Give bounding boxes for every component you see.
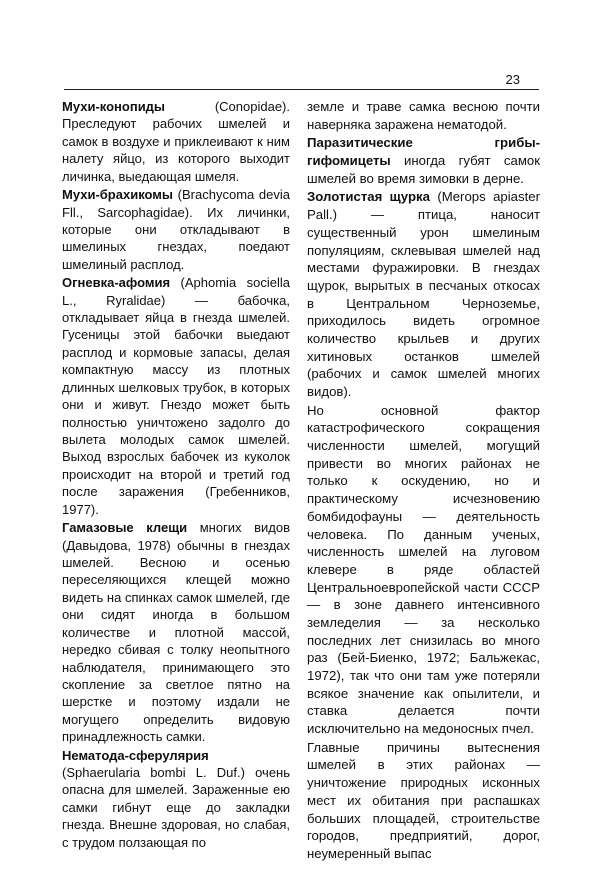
term: Нематода-сферулярия bbox=[62, 747, 209, 763]
paragraph bbox=[307, 134, 540, 187]
paragraph-body: Главные причины вытеснения шмелей в этих районах — уничтожение природных исконных мест их обитания при распашках больших площадей, строительстве городов, предприятий, дорог, неумеренный выпас bbox=[307, 739, 540, 861]
term: Паразитические грибы-гифомицеты bbox=[307, 135, 540, 169]
paragraph-body: земле и траве самка весною почти наверняка заражена нематодой. bbox=[307, 99, 540, 132]
paragraph bbox=[62, 98, 290, 185]
left-column bbox=[62, 98, 290, 852]
paragraph bbox=[307, 98, 540, 133]
paragraph-body: многих видов (Давыдова, 1978) обычны в гнездах шмелей. Весною и осенью переселяющихся клещей можно видеть на спинках самок шмелей, где они сидят иногда в большом количестве и плотной массой, нередко сбивая с толку неопытного наблюдателя, принимающего это скопление за светлое пятно на шерстке и поэтому издали не могущего определить видовую принадлежность самки. bbox=[62, 520, 290, 745]
paragraph-body: иногда губят самок шмелей во время зимовки в дерне. bbox=[307, 153, 540, 186]
term: Мухи-брахикомы bbox=[62, 187, 174, 203]
term: Золотистая щурка bbox=[307, 189, 430, 205]
right-column bbox=[307, 98, 540, 864]
term: Мухи-конопиды bbox=[62, 99, 166, 114]
paragraph-body: (Merops apiaster Pall.) — птица, наносит существенный урон шмелиным популяциям, склевывая шмелей над местами фуражировки. В гнездах щурок, вырытых в песчаных откосах в Центральном Черноземье, приходилось видеть огромное количество крыльев и других хитиновых останков шмелей (рабочих и самок шмелей многих видов). bbox=[307, 189, 541, 399]
term: Огневка-афомия bbox=[62, 275, 171, 291]
paragraph-body: Но основной фактор катастрофического сокращения численности шмелей, могущий привести во многих районах не только к оскудению, но и практическому исчезновению бомбидофауны — деятельность человека. По данным ученых, численность шмелей на луговом клевере в ряде областей Центральноевропейской части СССР — в зоне давнего интенсивного земледелия — за несколько последних лет снизилась во много раз (Бей-Биенко, 1972; Бальжекас, 1972), так что они там уже потеряли всякое значение как опылители, и ставка делается почти исключительно на медоносных пчел. bbox=[307, 402, 540, 737]
paragraph bbox=[62, 519, 290, 745]
paragraph-body: (Sphaerularia bombi L. Duf.) очень опасна для шмелей. Зараженные ею самки гибнут еще до закладки гнезда. Внешне здоровая, но слабая, с трудом ползающая по bbox=[62, 765, 290, 850]
page-number: 23 bbox=[505, 72, 520, 87]
paragraph bbox=[307, 402, 540, 738]
paragraph bbox=[307, 188, 540, 400]
term: Гамазовые клещи bbox=[62, 520, 188, 536]
paragraph bbox=[62, 186, 290, 273]
paragraph bbox=[307, 739, 540, 863]
paragraph-body: (Brachycoma devia Fll., Sarcophagidae). Их личинки, которые они откладывают в шмелиных гнездах, поедают шмелиный расплод. bbox=[62, 187, 290, 272]
paragraph-body: (Aphomia sociella L., Ryralidae) — бабочка, откладывает яйца в гнезда шмелей. Гусеницы этой бабочки выедают расплод и кормовые запасы, делая компактную массу из плотных длинных шелковых трубок, в которых они и живут. Гнездо может быть полностью уничтожено задолго до вылета молодых самок шмелей. Выход взрослых бабочек из куколок происходит на второй и третий год после заражения (Гребенников, 1977). bbox=[62, 275, 290, 517]
header-rule bbox=[64, 89, 539, 90]
paragraph-body: (Conopidae). Преследуют рабочих шмелей и самок в воздухе и приклеивают к ним налету яйцо, из которого выходит личинка, выедающая шмеля. bbox=[62, 99, 290, 184]
paragraph bbox=[62, 274, 290, 518]
paragraph bbox=[62, 747, 290, 852]
